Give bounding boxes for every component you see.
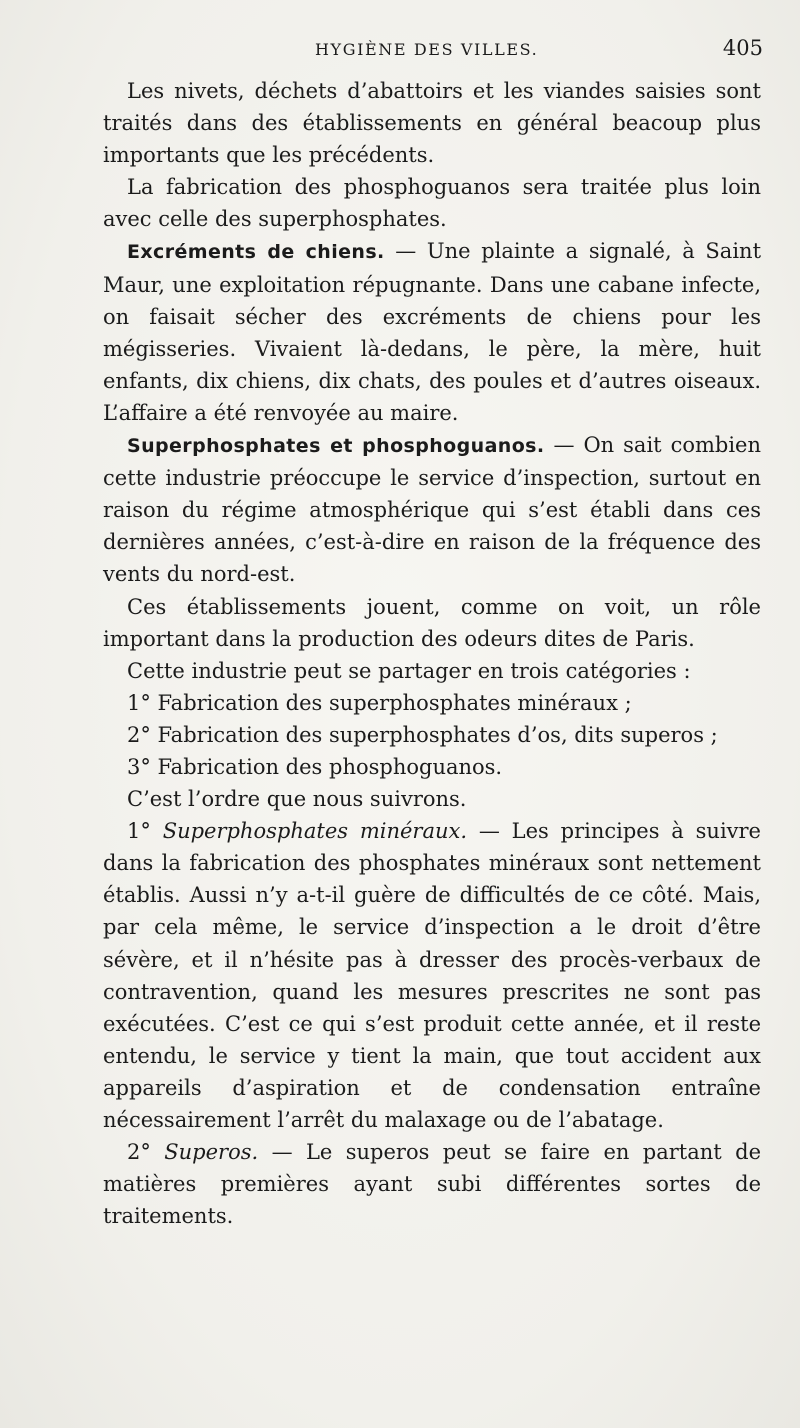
section-heading-superphosphates: Superphosphates et phosphoguanos.	[127, 435, 545, 458]
subsection-heading-superos: Superos.	[164, 1140, 259, 1165]
running-head: HYGIÈNE DES VILLES.	[315, 40, 539, 59]
paragraph-excrements-text: — Une plainte a signalé, à Saint Maur, une exploitation répugnante. Dans une cabane infecte, on faisait sécher des excréments de chiens pour les mégisseries. Vivaient là-dedans, le père, la mère, huit enfants, dix chiens, dix chats, des poules et d’autres oiseaux. L’affaire a été renvoyée au maire.	[103, 239, 762, 425]
paragraph-etablissements: Ces établissements jouent, comme on voit, un rôle important dans la production des odeurs dites de Paris.	[103, 594, 761, 651]
page-body	[103, 75, 761, 1232]
list-item: 3° Fabrication des phosphoguanos.	[127, 754, 503, 779]
list-item: 2° Fabrication des superphosphates d’os, dits superos ;	[127, 722, 718, 747]
paragraph-excrements	[103, 235, 761, 429]
page-header	[103, 36, 763, 66]
paragraph-superos	[103, 1136, 761, 1232]
paragraph-superos-text: — Le superos peut se faire en partant de matières premières ayant subi différentes sortes de traitements.	[103, 1140, 761, 1229]
paragraph-nivets: Les nivets, déchets d’abattoirs et les viandes saisies sont traités dans des établissements en général beacoup plus importants que les précédents.	[103, 79, 761, 168]
paragraph-phosphoguanos: La fabrication des phosphoguanos sera traitée plus loin avec celle des superphosphates.	[103, 175, 761, 232]
section-number: 2°	[127, 1140, 165, 1165]
paragraph-superphosphates	[103, 429, 761, 590]
paragraph-ordre: C’est l’ordre que nous suivrons.	[127, 787, 467, 812]
paragraph-superphosphates-text: — On sait combien cette industrie préoccupe le service d’inspection, surtout en raison du régime atmosphérique qui s’est établi dans ces dernières années, c’est-à-dire en raison de la fréquence des vents du nord-est.	[103, 433, 762, 587]
subsection-heading-mineraux: Superphosphates minéraux.	[162, 819, 468, 844]
section-number: 1°	[127, 819, 163, 844]
paragraph-superphosphates-mineraux	[103, 815, 761, 1136]
list-item: 1° Fabrication des superphosphates minéraux ;	[127, 690, 632, 715]
paragraph-mineraux-text: — Les principes à suivre dans la fabrication des phosphates minéraux sont nettement établis. Aussi n’y a-t-il guère de difficultés de ce côté. Mais, par cela même, le service d’inspection a le droit d’être sévère, et il n’hésite pas à dresser des procès-verbaux de contravention, quand les mesures prescrites ne sont pas exécutées. C’est ce qui s’est produit cette année, et il reste entendu, le service y tient la main, que tout accident aux appareils d’aspiration et de condensation entraîne nécessairement l’arrêt du malaxage ou de l’abatage.	[103, 819, 761, 1132]
page-number: 405	[722, 36, 763, 60]
paragraph-categories: Cette industrie peut se partager en trois catégories :	[127, 658, 691, 683]
section-heading-excrements: Excréments de chiens.	[127, 241, 385, 264]
